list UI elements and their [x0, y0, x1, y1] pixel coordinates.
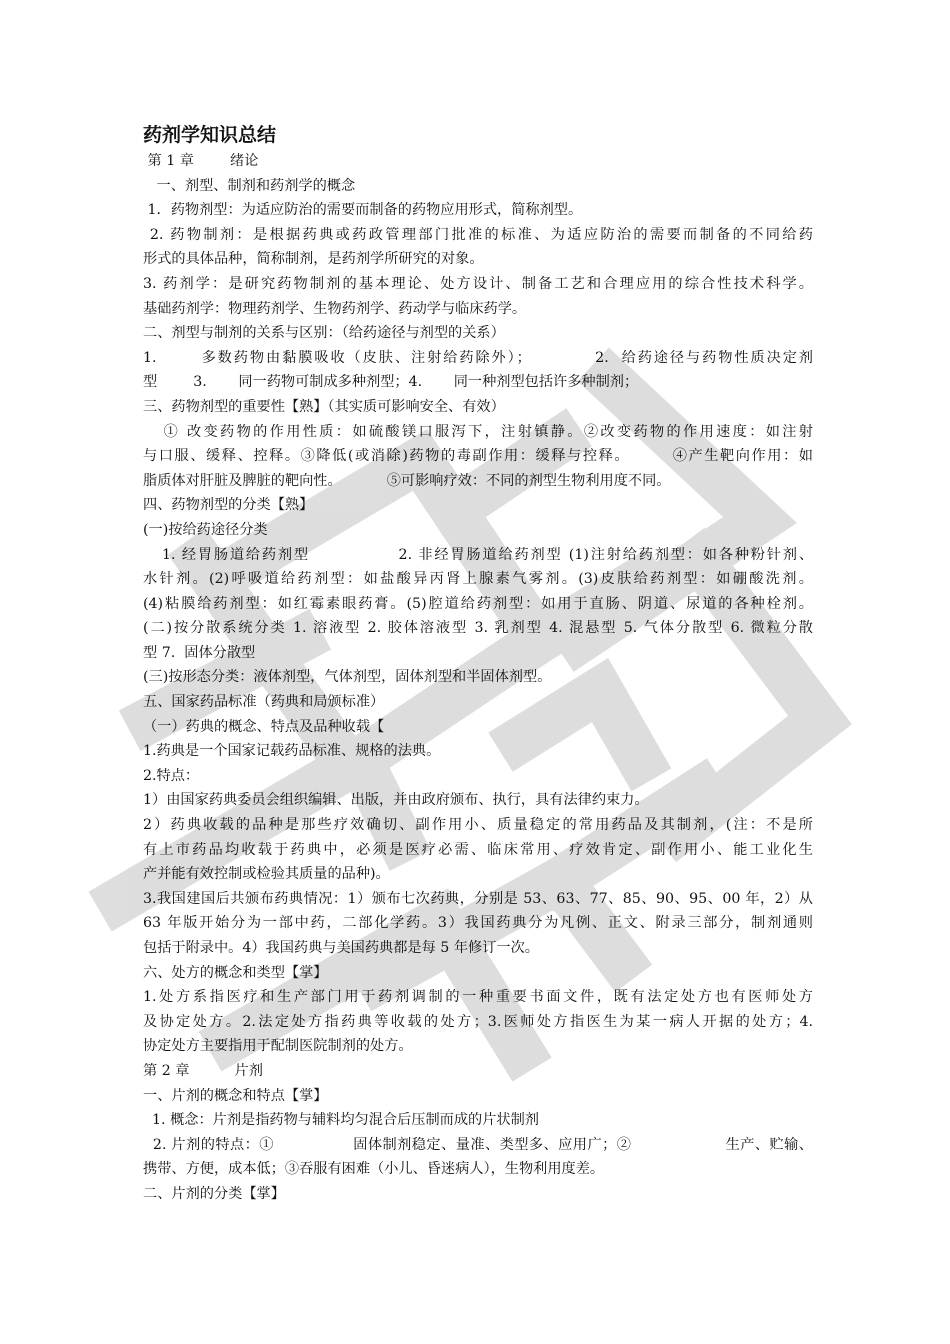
document-body — [143, 122, 813, 1207]
text-line: ① 改变药物的作用性质：如硫酸镁口服泻下，注射镇静。②改变药物的作用速度：如注射 — [143, 423, 813, 440]
text-line: 有上市药品均收载于药典中，必须是医疗必需、临床常用、疗效肯定、副作用小、能工业化生 — [143, 841, 813, 858]
text-line: 二、剂型与制剂的关系与区别：（给药途径与剂型的关系） — [143, 325, 505, 342]
text-line: 2）药典收载的品种是那些疗效确切、副作用小、质量稳定的常用药品及其制剂，(注：不是所 — [143, 817, 813, 834]
text-line: 四、药物剂型的分类【熟】 — [143, 497, 314, 514]
text-line: 1. 多数药物由黏膜吸收（皮肤、注射给药除外）； 2. 给药途径与药物性质决定剂 — [143, 349, 813, 366]
text-line: 2. 药物制剂：是根据药典或药政管理部门批准的标准、为适应防治的需要而制备的不同给药 — [143, 226, 813, 243]
text-line: 1. 经胃肠道给药剂型 2. 非经胃肠道给药剂型 (1)注射给药剂型：如各种粉针剂、 — [143, 546, 814, 563]
text-line: 型 3. 同一药物可制成多种剂型；4. 同一种剂型包括许多种制剂； — [143, 374, 639, 391]
text-line: 一、剂型、制剂和药剂学的概念 — [143, 177, 356, 194]
text-line: 产并能有效控制或检验其质量的品种)。 — [143, 866, 390, 883]
text-line: 水针剂。(2)呼吸道给药剂型：如盐酸异丙肾上腺素气雾剂。(3)皮肤给药剂型：如硼酸洗剂。 — [143, 571, 813, 588]
text-line: 1. 概念：片剂是指药物与辅料均匀混合后压制而成的片状制剂 — [143, 1112, 539, 1129]
text-line: (二)按分散系统分类 1. 溶液型 2. 胶体溶液型 3. 乳剂型 4. 混悬型 5. 气体分散型 6. 微粒分散 — [143, 620, 813, 637]
text-line: 一、片剂的概念和特点【掌】 — [143, 1087, 328, 1104]
text-line: 1）由国家药典委员会组织编辑、出版，并由政府颁布、执行，具有法律约束力。 — [143, 792, 649, 809]
document-title: 药剂学知识总结 — [143, 124, 277, 146]
text-line: 三、药物剂型的重要性【熟】（其实质可影响安全、有效） — [143, 398, 505, 415]
text-line: 第 2 章 片剂 — [143, 1062, 263, 1079]
text-line: 六、处方的概念和类型【掌】 — [143, 964, 328, 981]
text-line: 63 年版开始分为一部中药，二部化学药。3）我国药典分为凡例、正文、附录三部分，制剂通则 — [143, 915, 813, 932]
text-line: 包括于附录中。4）我国药典与美国药典都是每 5 年修订一次。 — [143, 940, 539, 956]
text-line: 3. 药剂学：是研究药物制剂的基本理论、处方设计、制备工艺和合理应用的综合性技术科学。 — [143, 275, 813, 292]
text-line: 1.处方系指医疗和生产部门用于药剂调制的一种重要书面文件，既有法定处方也有医师处方 — [143, 989, 813, 1006]
text-line: 2. 片剂的特点：① 固体制剂稳定、量准、类型多、应用广；② 生产、贮输、 — [143, 1136, 813, 1153]
text-line: 第 1 章 绪论 — [143, 153, 259, 169]
text-line: 与口服、缓释、控释。③降低(或消除)药物的毒副作用：缓释与控释。 ④产生靶向作用：如 — [143, 448, 813, 465]
text-line: 3.我国建国后共颁布药典情况：1）颁布七次药典，分别是 53、63、77、85、90、95、00 年，2）从 — [143, 890, 813, 907]
text-line: (三)按形态分类：液体剂型，气体剂型，固体剂型和半固体剂型。 — [143, 669, 552, 686]
text-line: 携带、方便，成本低；③吞服有困难（小儿、昏迷病人），生物利用度差。 — [143, 1161, 605, 1178]
text-line: 形式的具体品种，简称制剂，是药剂学所研究的对象。 — [143, 251, 484, 268]
text-line: 协定处方主要指用于配制医院制剂的处方。 — [143, 1038, 413, 1055]
text-line: 2.特点： — [143, 767, 200, 784]
text-line: （一）药典的概念、特点及品种收载【 — [143, 718, 385, 735]
text-line: (4)粘膜给药剂型：如红霉素眼药膏。(5)腔道给药剂型：如用于直肠、阴道、尿道的各种栓剂。 — [143, 595, 813, 612]
text-lines — [143, 149, 813, 1207]
text-line: 基础药剂学：物理药剂学、生物药剂学、药动学与临床药学。 — [143, 300, 527, 317]
text-line: 及协定处方。2.法定处方指药典等收载的处方；3.医师处方指医生为某一病人开据的处方；4. — [143, 1013, 813, 1030]
text-line: 五、国家药品标准（药典和局颁标准） — [143, 694, 385, 711]
text-line: 二、片剂的分类【掌】 — [143, 1185, 285, 1202]
text-line: 1．药物剂型：为适应防治的需要而制备的药物应用形式，简称剂型。 — [143, 202, 583, 219]
text-line: 1.药典是一个国家记载药品标准、规格的法典。 — [143, 743, 441, 760]
text-line: 脂质体对肝脏及脾脏的靶向性。 ⑤可影响疗效：不同的剂型生物利用度不同。 — [143, 472, 671, 489]
text-line: (一)按给药途径分类 — [143, 521, 268, 538]
text-line: 型 7. 固体分散型 — [143, 644, 256, 661]
